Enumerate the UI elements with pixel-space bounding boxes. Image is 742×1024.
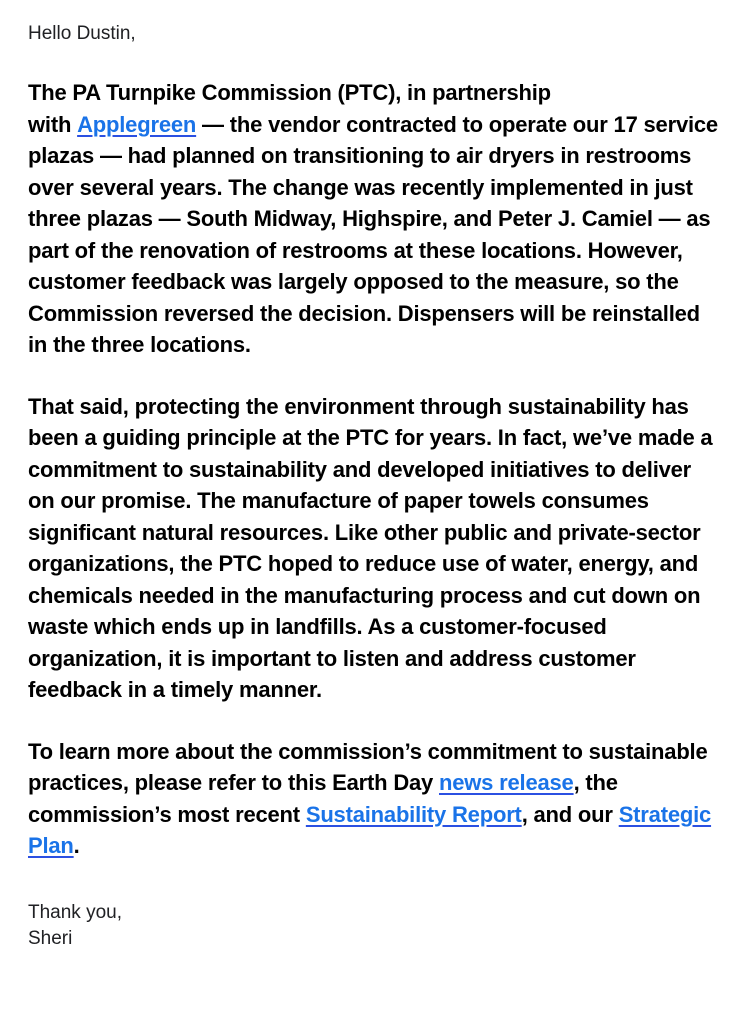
paragraph-text: .: [73, 833, 80, 858]
news-release-link[interactable]: news release: [439, 770, 574, 795]
paragraph-learn-more: [28, 736, 718, 862]
paragraph-text: To learn more about the commission’s commitment to sustainable practices, please refer to this Earth Day: [28, 738, 708, 795]
applegreen-link[interactable]: Applegreen: [77, 111, 197, 137]
signoff-text: Thank you,: [28, 901, 122, 923]
paragraph-text: That said, protecting the environment through sustainability has been a guiding principle at the PTC for years. In fact, we’ve made a commitment to sustainability and developed initiatives to deliver on our promise. The manufacture of paper towels consumes significant natural resources. Like other public and private-sector organizations, the PTC hoped to reduce use of water, energy, and chemicals needed in the manufacturing process and cut down on waste which ends up in landfills. As a customer-focused organization, it is important to listen and address customer feedback in a timely manner.: [28, 393, 713, 702]
paragraph-sustainability: [28, 391, 718, 706]
signature-block: [28, 900, 718, 952]
paragraph-text: , the commission’s most recent: [28, 770, 618, 827]
sender-name: Sheri: [28, 927, 73, 949]
greeting-text: Hello Dustin,: [28, 23, 136, 44]
paragraph-plaza-transition: [28, 77, 718, 361]
paragraph-text: , and our: [521, 801, 619, 827]
paragraph-text: The PA Turnpike Commission (PTC), in partnership with: [28, 80, 551, 137]
paragraph-text: — the vendor contracted to operate our 17 service plazas — had planned on transitioning to air dryers in restrooms over several years. The change was recently implemented in just three plazas — South Midway, Highspire, and Peter J. Camiel — as part of the renovation of restrooms at these locations. However, customer feedback was largely opposed to the measure, so the Commission reversed the decision. Dispensers will be reinstalled in the three locations.: [28, 111, 718, 357]
strategic-plan-link[interactable]: Strategic Plan: [28, 801, 712, 858]
sustainability-report-link[interactable]: Sustainability Report: [305, 801, 522, 827]
